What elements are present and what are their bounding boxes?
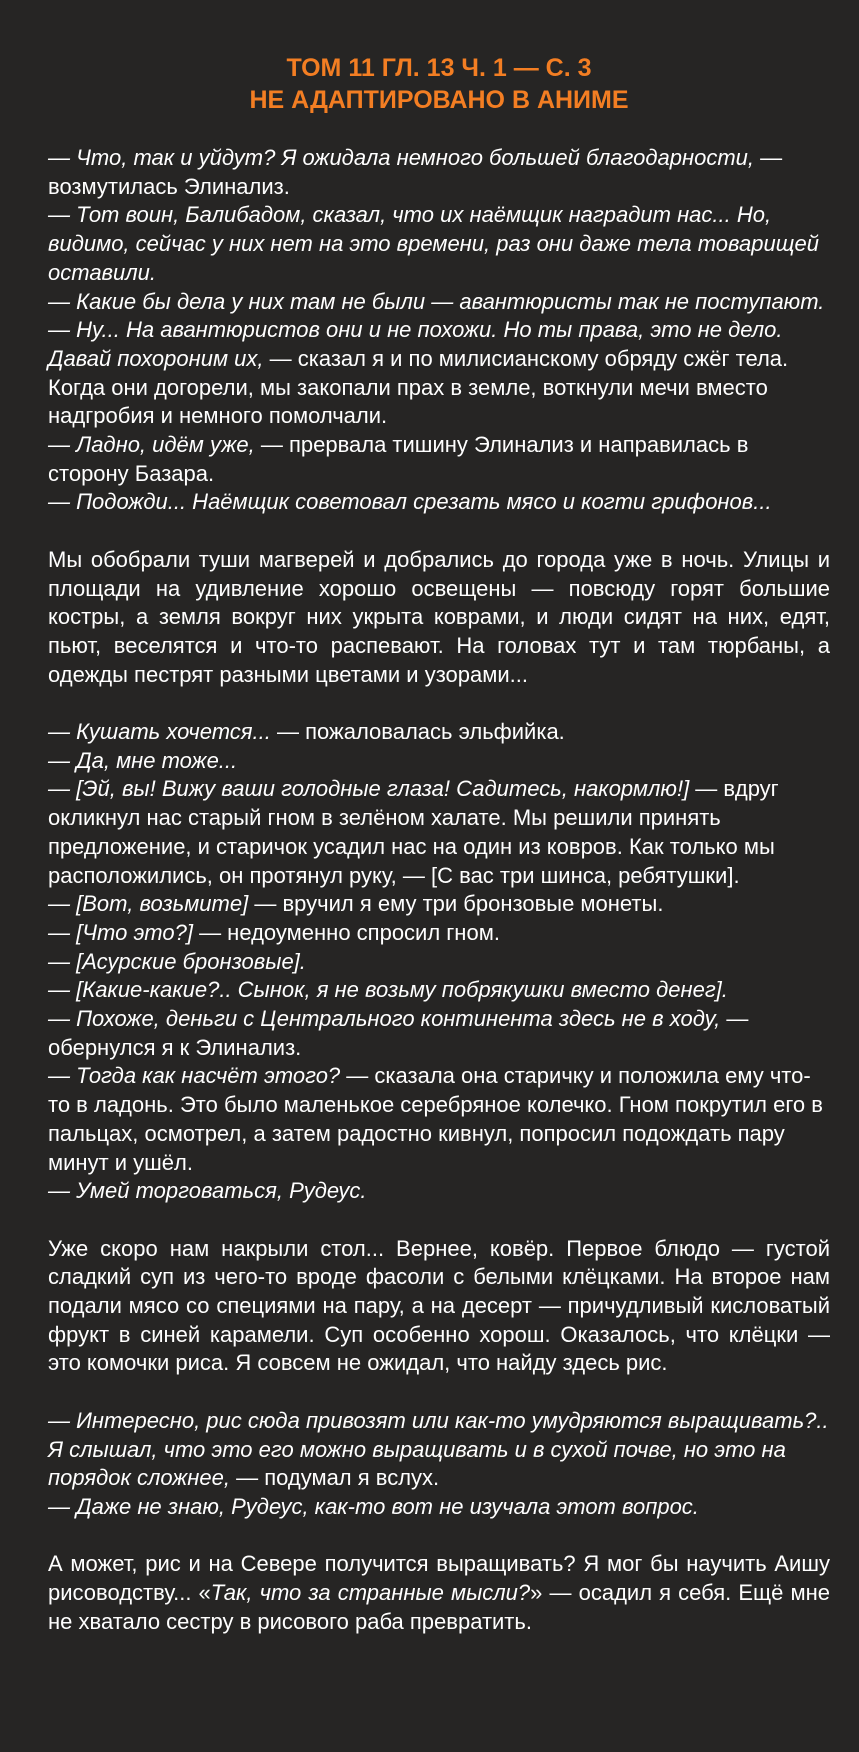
chapter-title-line2: НЕ АДАПТИРОВАНО В АНИМЕ — [249, 86, 629, 114]
chapter-text — [48, 144, 830, 1636]
dialogue-line: — Тогда как насчёт этого? — сказала она старичку и положила ему что-то в ладонь. Это было маленькое серебряное колечко. Гном покрутил его в пальцах, осмотрел, а затем радостно кивнул, попросил подождать пару минут и ушёл. — [48, 1063, 823, 1175]
dialogue-line: — Похоже, деньги с Центрального континента здесь не в ходу, — обернулся я к Элинализ. — [48, 1006, 749, 1060]
dialogue-line: — [Какие-какие?.. Сынок, я не возьму побрякушки вместо денег]. — [48, 977, 728, 1003]
dialogue-line: — Подожди... Наёмщик советовал срезать мясо и когти грифонов... — [48, 489, 772, 515]
dialogue-line: — Что, так и уйдут? Я ожидала немного большей благодарности, — возмутилась Элинализ. — [48, 145, 783, 199]
dialogue-line: — Ладно, идём уже, — прервала тишину Элинализ и направилась в сторону Базара. — [48, 432, 749, 486]
dialogue-line: — [Что это?] — недоуменно спросил гном. — [48, 919, 500, 945]
dialogue-line: — Даже не знаю, Рудеус, как-то вот не изучала этот вопрос. — [48, 1493, 699, 1519]
chapter-title-line1: ТОМ 11 ГЛ. 13 Ч. 1 — С. 3 — [286, 54, 592, 82]
dialogue-line: — Да, мне тоже... — [48, 747, 238, 773]
dialogue-line: — [Эй, вы! Вижу ваши голодные глаза! Садитесь, накормлю!] — вдруг окликнул нас старый гном в зелёном халате. Мы решили принять предложение, и старичок усадил нас на один из ковров. Как только мы расположились, он протянул руку, — [С вас три шинса, ребятушки]. — [48, 776, 779, 888]
dialogue-line: — [Вот, возьмите] — вручил я ему три бронзовые монеты. — [48, 891, 664, 917]
closing-paragraph: А может, рис и на Севере получится выращивать? Я мог бы научить Аишу рисоводству... «Так, что за странные мысли?» — осадил я себя. Ещё мне не хватало сестру в рисового раба превратить. — [48, 1551, 831, 1634]
narrative-paragraph: Уже скоро нам накрыли стол... Вернее, ковёр. Первое блюдо — густой сладкий суп из чего-то вроде фасоли с белыми клёцками. На второе нам подали мясо со специями на пару, а на десерт — причудливый кисловатый фрукт в синей карамели. Суп особенно хорош. Оказалось, что клёцки — это комочки риса. Я совсем не ожидал, что найду здесь рис. — [48, 1235, 830, 1376]
dialogue-line: — Кушать хочется... — пожаловалась эльфийка. — [48, 719, 565, 745]
dialogue-line: — Ну... На авантюристов они и не похожи. Но ты права, это не дело. Давай похороним их, — сказал я и по милисианскому обряду сжёг тела. Когда они догорели, мы закопали прах в земле, воткнули мечи вместо надгробия и немного помолчали. — [48, 317, 789, 429]
dialogue-line: — Умей торговаться, Рудеус. — [48, 1178, 367, 1204]
dialogue-line: — Тот воин, Балибадом, сказал, что их наёмщик наградит нас... Но, видимо, сейчас у них нет на это времени, раз они даже тела товарищей оставили. — [48, 202, 819, 285]
dialogue-line: — Какие бы дела у них там не были — авантюристы так не поступают. — [48, 288, 825, 314]
dialogue-line: — Интересно, рис сюда привозят или как-то умудряются выращивать?.. Я слышал, что это его можно выращивать и в сухой почве, но это на порядок сложнее, — подумал я вслух. — [48, 1407, 829, 1491]
chapter-title — [48, 52, 830, 116]
dialogue-line: — [Асурские бронзовые]. — [48, 948, 306, 974]
narrative-paragraph: Мы обобрали туши магверей и добрались до города уже в ночь. Улицы и площади на удивление хорошо освещены — повсюду горят большие костры, а земля вокруг них укрыта коврами, и люди сидят на них, едят, пьют, веселятся и что-то распевают. На головах тут и там тюрбаны, а одежды пестрят разными цветами и узорами... — [48, 546, 830, 687]
